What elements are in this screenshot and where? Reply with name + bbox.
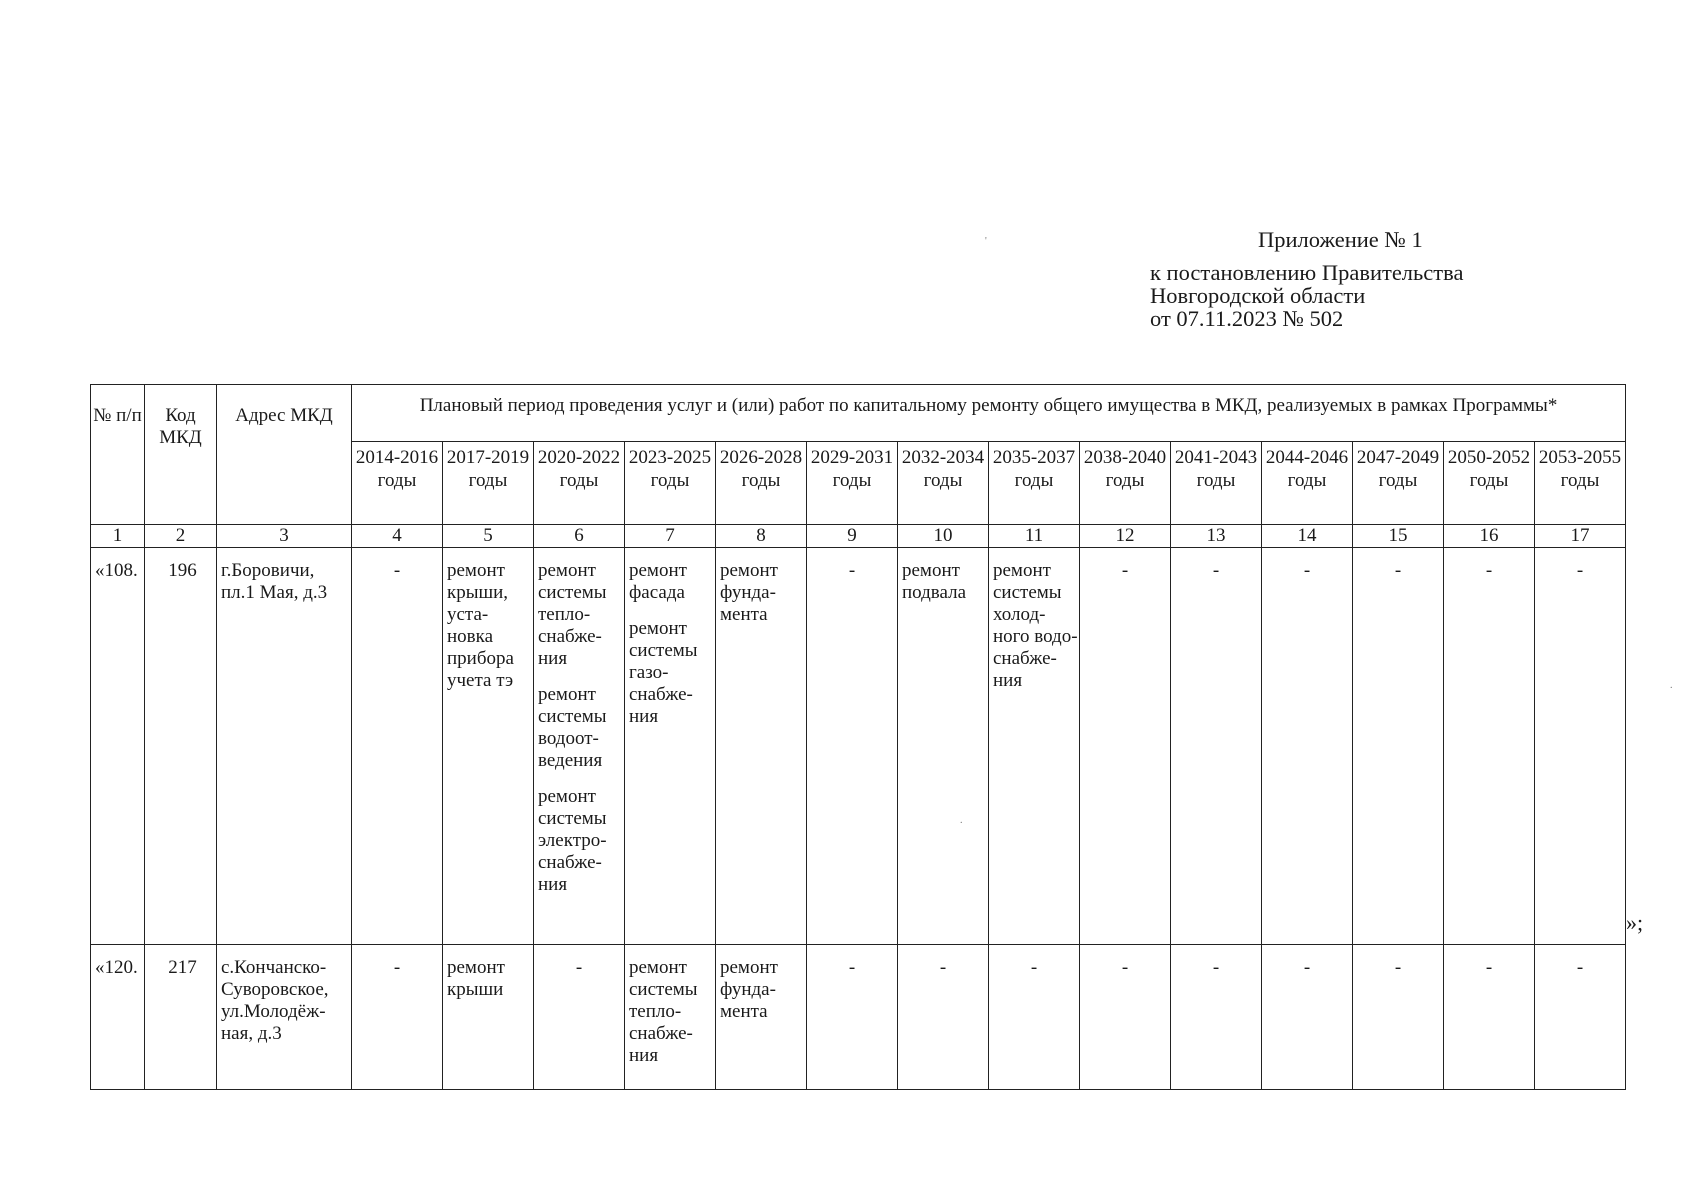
column-number: 2	[145, 525, 217, 548]
header-year-period: 2020-2022 годы	[534, 442, 625, 525]
period-cell	[1535, 945, 1626, 1090]
no-work-dash: -	[1485, 957, 1493, 978]
appendix-line: к постановлению Правительства	[1150, 260, 1464, 285]
column-number: 17	[1535, 525, 1626, 548]
no-work-dash: -	[1212, 957, 1220, 978]
period-cell	[1535, 548, 1626, 945]
address-cell: г.Боровичи, пл.1 Мая, д.3	[217, 548, 352, 945]
work-item: ремонт фунда-мента	[720, 957, 778, 1022]
period-cell	[534, 945, 625, 1090]
header-year-period: 2050-2052 годы	[1444, 442, 1535, 525]
period-cell	[716, 548, 807, 945]
period-cell	[1262, 548, 1353, 945]
no-work-dash: -	[1030, 957, 1038, 978]
column-number: 13	[1171, 525, 1262, 548]
column-number: 12	[1080, 525, 1171, 548]
period-cell	[807, 548, 898, 945]
no-work-dash: -	[1576, 957, 1584, 978]
no-work-dash: -	[393, 560, 401, 581]
column-number: 6	[534, 525, 625, 548]
column-number: 11	[989, 525, 1080, 548]
header-year-period: 2026-2028 годы	[716, 442, 807, 525]
period-cell	[716, 945, 807, 1090]
work-item: ремонт системы тепло-снабже-ния	[538, 560, 607, 669]
work-item: ремонт крыши, уста-новка прибора учета тэ	[447, 560, 514, 691]
period-cell	[625, 548, 716, 945]
work-item: ремонт фасада	[629, 560, 687, 603]
header-code: Код МКД	[145, 385, 217, 525]
no-work-dash: -	[1576, 560, 1584, 581]
header-year-period: 2047-2049 годы	[1353, 442, 1444, 525]
period-cell	[1080, 548, 1171, 945]
column-numbers-row	[91, 525, 1626, 548]
work-item: ремонт подвала	[902, 560, 967, 603]
row-number-cell: «108.	[91, 548, 145, 945]
no-work-dash: -	[1394, 957, 1402, 978]
column-number: 8	[716, 525, 807, 548]
period-cell	[352, 945, 443, 1090]
period-cell	[1444, 548, 1535, 945]
period-cell	[1171, 945, 1262, 1090]
header-year-period: 2044-2046 годы	[1262, 442, 1353, 525]
period-cell	[1262, 945, 1353, 1090]
period-cell	[989, 548, 1080, 945]
header-year-period: 2023-2025 годы	[625, 442, 716, 525]
header-num: № п/п	[91, 385, 145, 525]
column-number: 10	[898, 525, 989, 548]
header-year-period: 2029-2031 годы	[807, 442, 898, 525]
no-work-dash: -	[939, 957, 947, 978]
address-cell: с.Кончанско-Суворовское, ул.Молодёж-ная, д.3	[217, 945, 352, 1090]
header-year-period: 2017-2019 годы	[443, 442, 534, 525]
appendix-line: от 07.11.2023 № 502	[1150, 306, 1344, 331]
work-item: ремонт фунда-мента	[720, 560, 778, 625]
work-item: ремонт системы тепло-снабже-ния	[629, 957, 698, 1066]
column-number: 16	[1444, 525, 1535, 548]
no-work-dash: -	[1394, 560, 1402, 581]
row-number-cell: «120.	[91, 945, 145, 1090]
period-cell	[1171, 548, 1262, 945]
no-work-dash: -	[393, 957, 401, 978]
period-cell	[989, 945, 1080, 1090]
column-number: 14	[1262, 525, 1353, 548]
work-item: ремонт системы водоот-ведения	[538, 684, 607, 771]
scan-speck: .	[1670, 680, 1673, 691]
period-cell	[1444, 945, 1535, 1090]
period-cell	[534, 548, 625, 945]
header-period-title: Плановый период проведения услуг и (или) работ по капитальному ремонту общего имущества в МКД, реализуемых в рамках Программы*	[352, 385, 1626, 442]
work-item: ремонт системы холод-ного водо-снабже-ния	[993, 560, 1078, 691]
header-address: Адрес МКД	[217, 385, 352, 525]
period-cell	[1353, 945, 1444, 1090]
period-cell	[1353, 548, 1444, 945]
header-year-period: 2014-2016 годы	[352, 442, 443, 525]
capital-repair-table	[90, 384, 1626, 1090]
no-work-dash: -	[1121, 560, 1129, 581]
period-cell	[898, 548, 989, 945]
scan-speck: '	[985, 236, 987, 247]
period-cell	[1080, 945, 1171, 1090]
scan-speck: .	[960, 815, 963, 826]
no-work-dash: -	[1303, 957, 1311, 978]
header-year-period: 2041-2043 годы	[1171, 442, 1262, 525]
period-cell	[898, 945, 989, 1090]
work-item: ремонт системы газо-снабже-ния	[629, 618, 698, 727]
table-row	[91, 548, 1626, 945]
period-cell	[443, 548, 534, 945]
period-cell	[443, 945, 534, 1090]
period-cell	[352, 548, 443, 945]
work-item: ремонт системы электро-снабже-ния	[538, 786, 607, 895]
no-work-dash: -	[1121, 957, 1129, 978]
no-work-dash: -	[1212, 560, 1220, 581]
header-year-period: 2032-2034 годы	[898, 442, 989, 525]
header-year-period: 2038-2040 годы	[1080, 442, 1171, 525]
column-number: 9	[807, 525, 898, 548]
column-number: 7	[625, 525, 716, 548]
no-work-dash: -	[848, 560, 856, 581]
no-work-dash: -	[848, 957, 856, 978]
no-work-dash: -	[575, 957, 583, 978]
column-number: 4	[352, 525, 443, 548]
header-year-period: 2053-2055 годы	[1535, 442, 1626, 525]
no-work-dash: -	[1303, 560, 1311, 581]
column-number: 1	[91, 525, 145, 548]
header-year-period: 2035-2037 годы	[989, 442, 1080, 525]
period-cell	[625, 945, 716, 1090]
table-row	[91, 945, 1626, 1090]
no-work-dash: -	[1485, 560, 1493, 581]
mkd-code-cell: 196	[145, 548, 217, 945]
column-number: 3	[217, 525, 352, 548]
header-row	[91, 385, 1626, 442]
column-number: 15	[1353, 525, 1444, 548]
period-cell	[807, 945, 898, 1090]
closing-quote-mark: »;	[1626, 910, 1644, 935]
mkd-code-cell: 217	[145, 945, 217, 1090]
appendix-line: Новгородской области	[1150, 283, 1366, 308]
appendix-title: Приложение № 1	[1258, 227, 1423, 252]
appendix-header	[1150, 228, 1610, 330]
work-item: ремонт крыши	[447, 957, 505, 1000]
column-number: 5	[443, 525, 534, 548]
